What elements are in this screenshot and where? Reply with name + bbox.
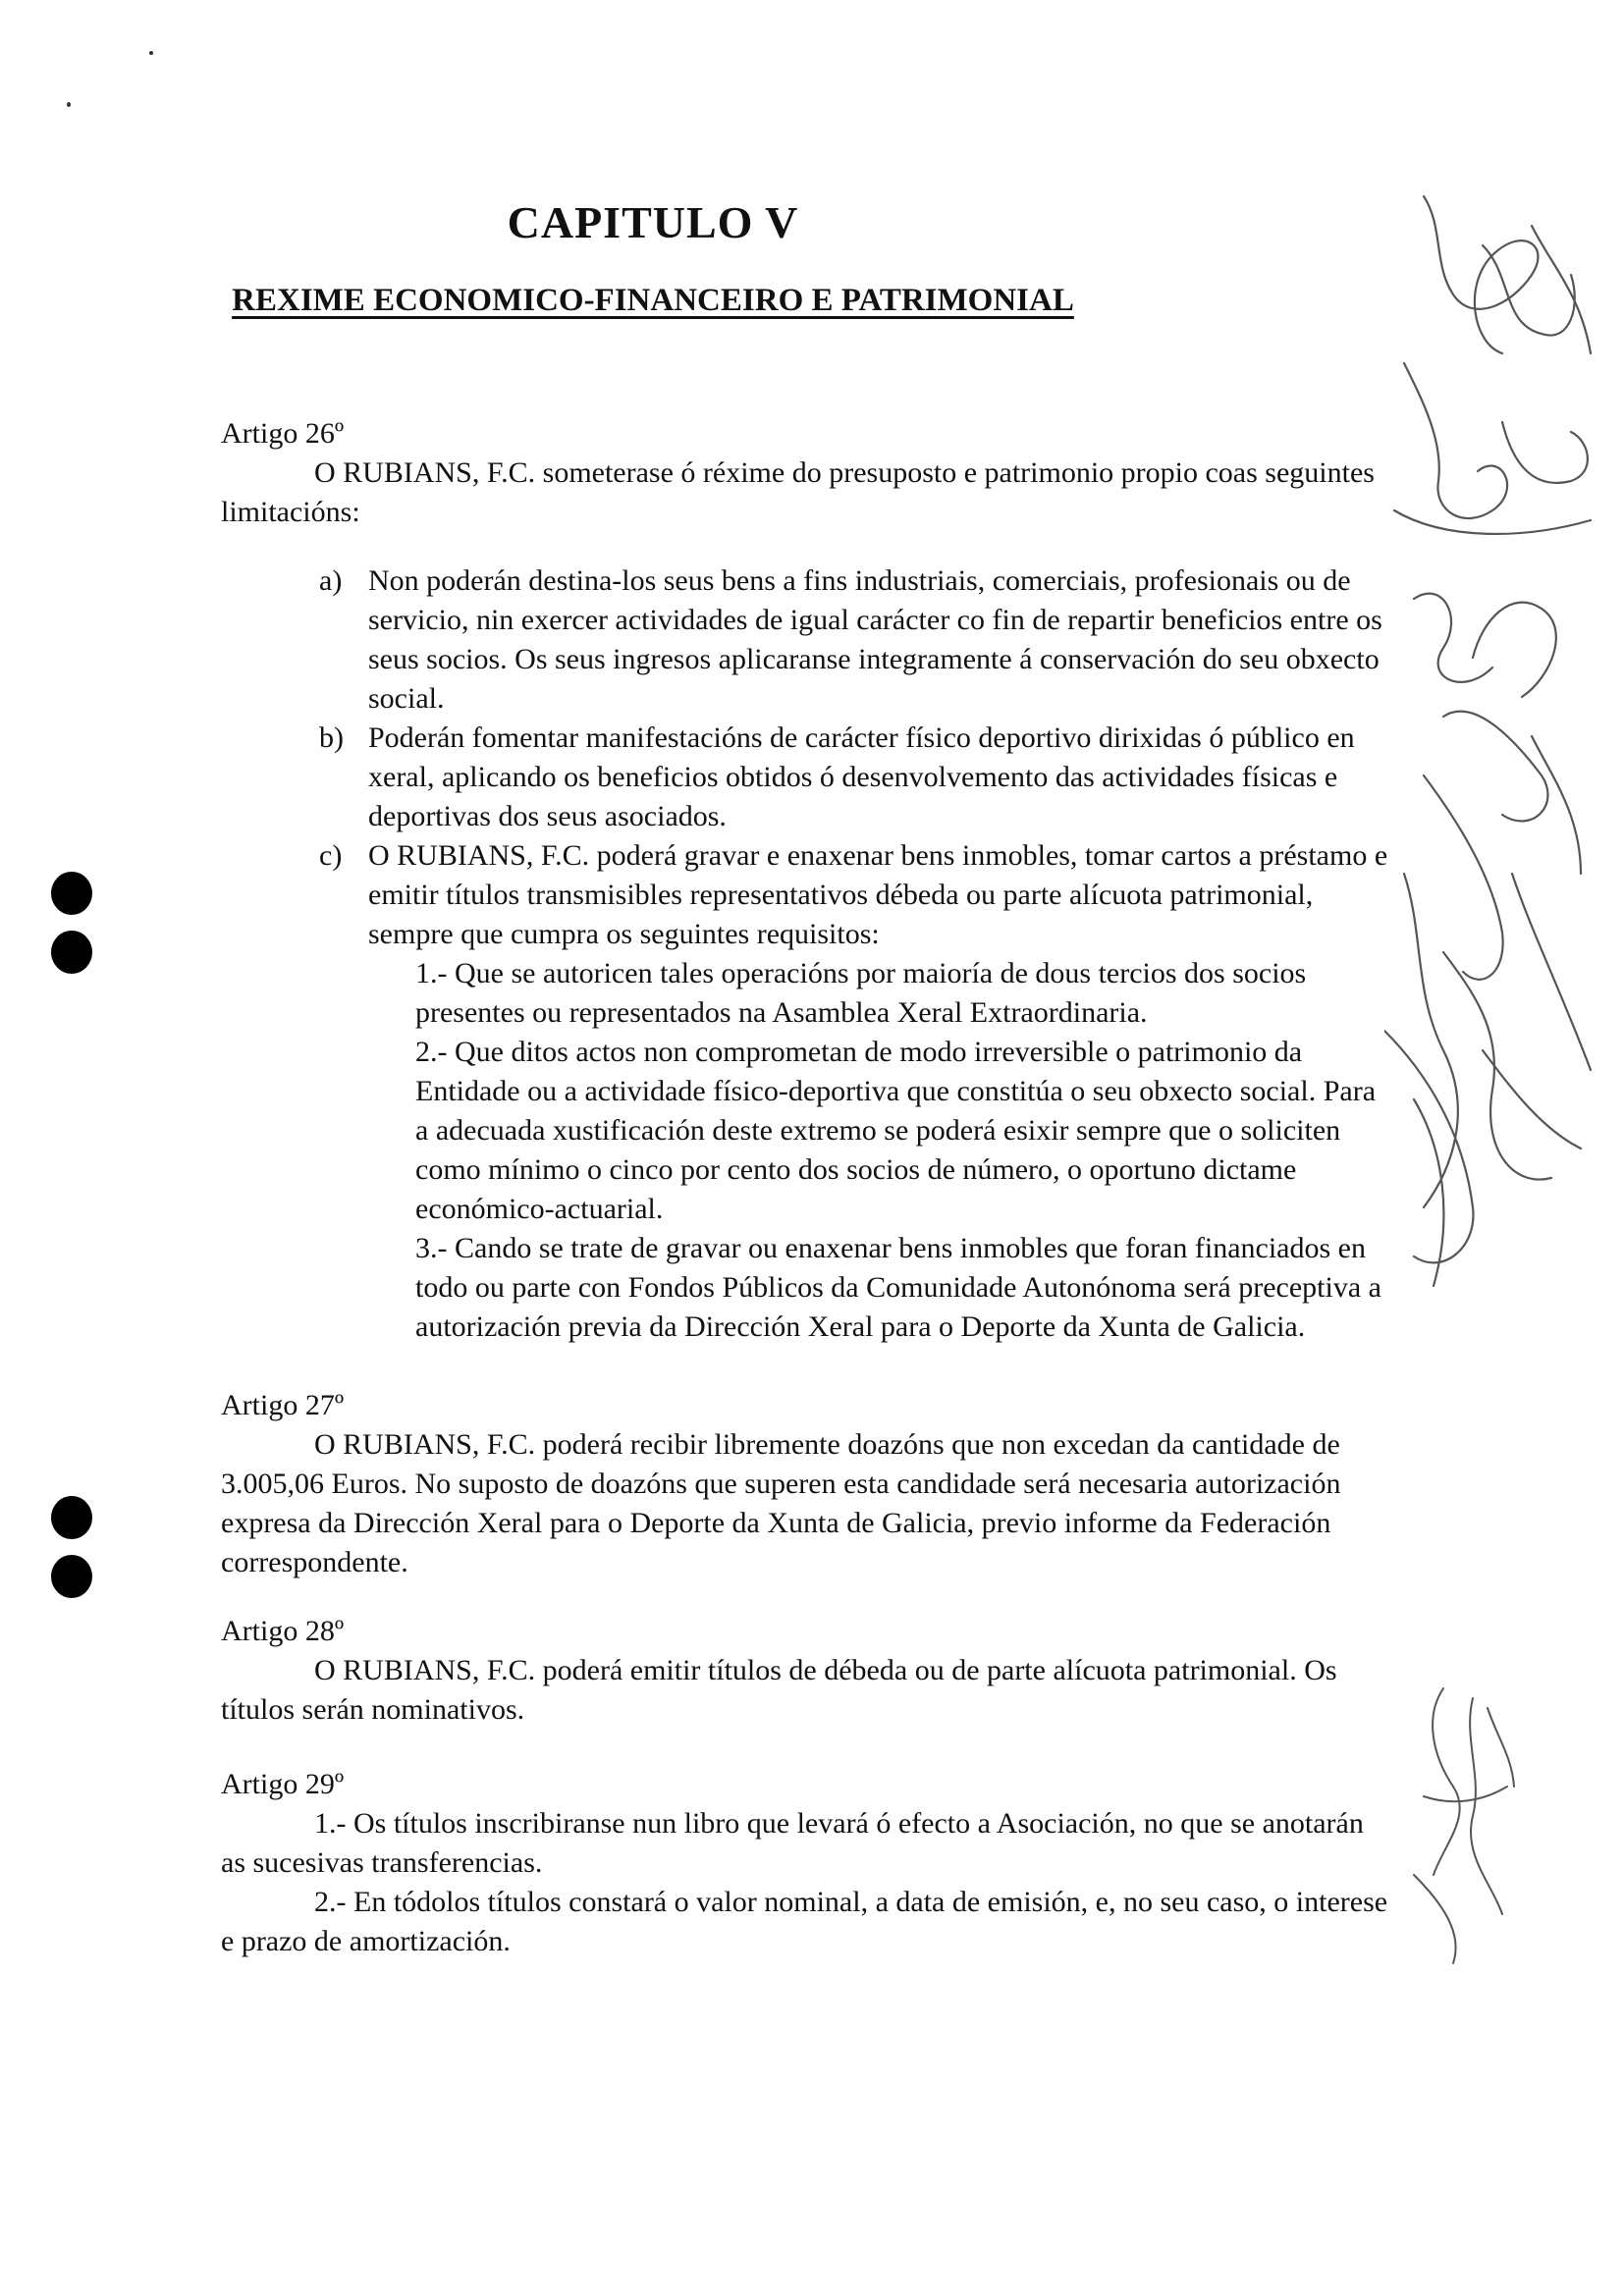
punch-hole xyxy=(51,1496,92,1539)
article-27-text: O RUBIANS, F.C. poderá recibir libremente doazóns que non excedan da cantidade de 3.005,06 Euros. No suposto de doazóns que superen esta candidade será necesaria autorización expresa da Dirección Xeral para o Deporte da Xunta de Galicia, previo informe da Federación correspondente. xyxy=(221,1428,1341,1578)
requirement-item: 3.- Cando se trate de gravar ou enaxenar bens inmobles que foran financiados en todo ou parte con Fondos Públicos da Comunidade Autonónoma será preceptiva a autorización previa da Dirección Xeral para o Deporte da Xunta de Galicia. xyxy=(415,1232,1381,1343)
scan-speck xyxy=(67,102,71,107)
article-28-heading: Artigo 28º xyxy=(221,1615,345,1647)
article-28 xyxy=(221,1612,1389,1730)
article-26-intro: O RUBIANS, F.C. someterase ó réxime do presuposto e patrimonio propio coas seguintes limitacións: xyxy=(221,456,1375,528)
signature-image xyxy=(1384,187,1610,1423)
article-27 xyxy=(221,1386,1389,1582)
requirement-item: 2.- Que ditos actos non comprometan de modo irreversible o patrimonio da Entidade ou a actividade físico-deportiva que constitúa o seu obxecto social. Para a adecuada xustificación deste extremo se poderá esixir sempre que o soliciten como mínimo o cinco por cento dos socios de número, o oportuno dictame económico-actuarial. xyxy=(415,1036,1377,1225)
scan-speck xyxy=(149,51,153,55)
article-26 xyxy=(221,414,1389,532)
punch-hole xyxy=(51,931,92,974)
list-marker: b) xyxy=(319,721,344,754)
list-marker: c) xyxy=(319,839,343,872)
article-27-heading: Artigo 27º xyxy=(221,1389,345,1421)
article-29-paragraph: 1.- Os títulos inscribiranse nun libro que levará ó efecto a Asociación, no que se anotarán as sucesivas transferencias. xyxy=(221,1807,1364,1879)
article-29 xyxy=(221,1765,1389,1961)
article-28-text: O RUBIANS, F.C. poderá emitir títulos de débeda ou de parte alícuota patrimonial. Os títulos serán nominativos. xyxy=(221,1654,1337,1726)
signature-image xyxy=(1404,1679,1522,1973)
article-26-list xyxy=(221,561,1389,1347)
list-item-c xyxy=(221,836,1389,954)
list-marker: a) xyxy=(319,564,343,597)
punch-hole xyxy=(51,872,92,915)
requirement-item: 1.- Que se autoricen tales operacións por maioría de dous tercios dos socios presentes ou representados na Asamblea Xeral Extraordinaria. xyxy=(415,957,1307,1029)
list-item-text: Poderán fomentar manifestacións de carácter físico deportivo dirixidas ó público en xeral, aplicando os beneficios obtidos ó desenvolvemento das actividades físicas e deportivas dos seus asociados. xyxy=(368,721,1355,832)
list-item-text: O RUBIANS, F.C. poderá gravar e enaxenar bens inmobles, tomar cartos a préstamo e emitir títulos transmisibles representativos débeda ou parte alícuota patrimonial, sempre que cumpra os seguintes requisitos: xyxy=(368,839,1388,950)
chapter-subtitle: REXIME ECONOMICO-FINANCEIRO E PATRIMONIAL xyxy=(232,283,1074,318)
article-29-paragraph: 2.- En tódolos títulos constará o valor nominal, a data de emisión, e, no seu caso, o interese e prazo de amortización. xyxy=(221,1886,1388,1957)
list-item-b xyxy=(221,719,1389,836)
article-26-heading: Artigo 26º xyxy=(221,417,345,450)
article-29-heading: Artigo 29º xyxy=(221,1768,345,1800)
list-item-text: Non poderán destina-los seus bens a fins industriais, comerciais, profesionais ou de servicio, nin exercer actividades de igual carácter co fin de repartir beneficios entre os seus socios. Os seus ingresos aplicaranse integramente á conservación do seu obxecto social. xyxy=(368,564,1382,715)
chapter-title: CAPITULO V xyxy=(507,197,799,247)
list-item-a xyxy=(221,561,1389,719)
punch-hole xyxy=(51,1555,92,1598)
